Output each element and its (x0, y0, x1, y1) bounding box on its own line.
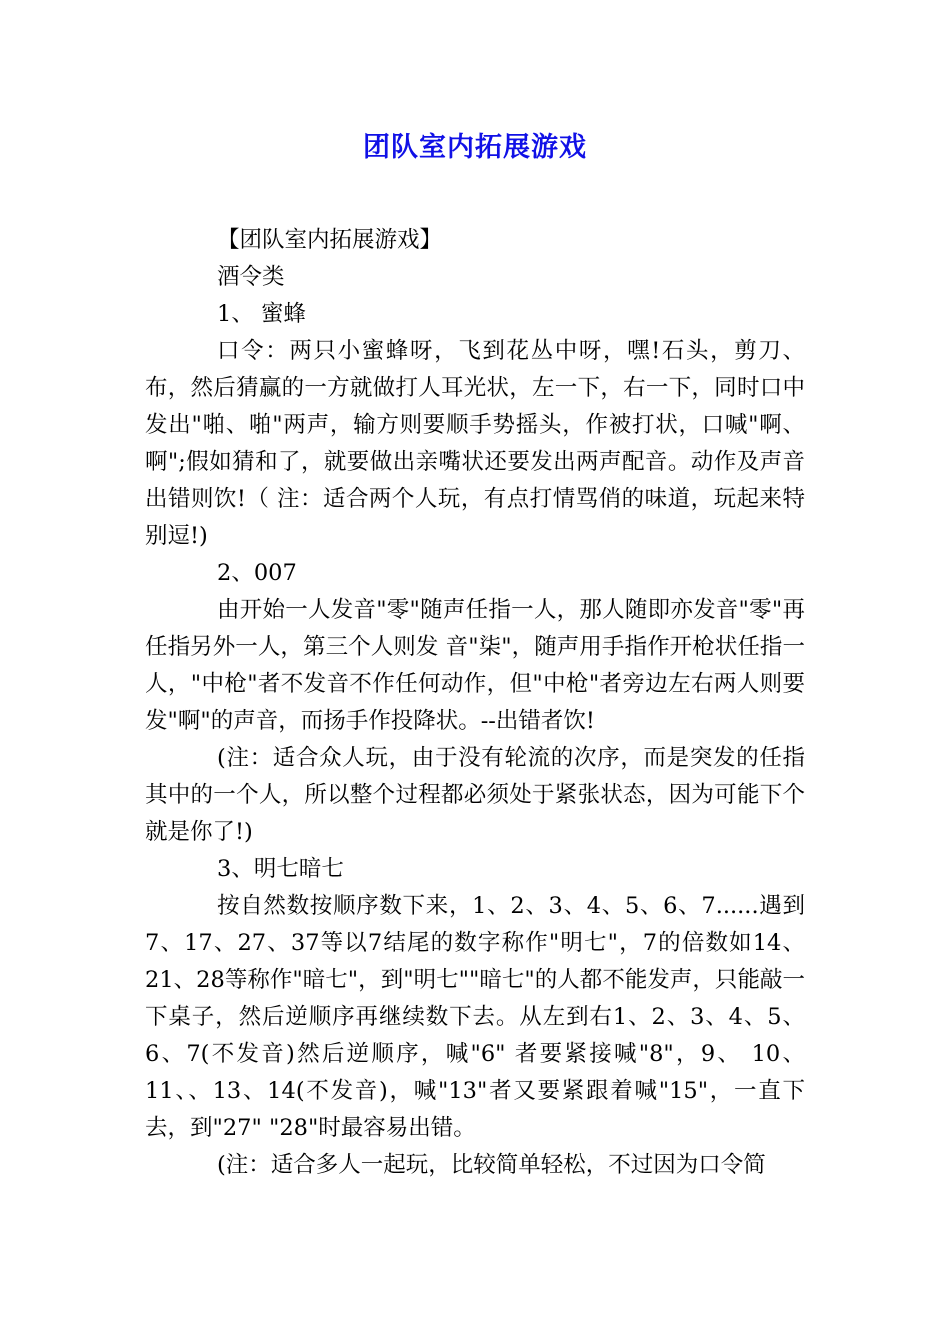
paragraph: 按自然数按顺序数下来，1、2、3、4、5、6、7......遇到7、17、27、37等以7结尾的数字称作"明七"，7的倍数如14、21、28等称作"暗七"，到"明七""暗七"的人都不能发声，只能敲一下桌子，然后逆顺序再继续数下去。从左到右1、2、3、4、5、6、7(不发音)然后逆顺序，喊"6" 者要紧接喊"8"，9、 10、11、、13、14(不发音)，喊"13"者又要紧跟着喊"15"，一直下去，到"27" "28"时最容易出错。 (145, 893, 805, 1141)
paragraph: 3、明七暗七 (217, 856, 344, 882)
paragraph: (注：适合众人玩，由于没有轮流的次序，而是突发的任指其中的一个人，所以整个过程都必须处于紧张状态，因为可能下个就是你了!) (145, 745, 805, 845)
paragraph: (注：适合多人一起玩，比较简单轻松，不过因为口令简 (217, 1152, 766, 1178)
paragraph: 2、007 (217, 560, 297, 586)
document-body (145, 222, 805, 1184)
paragraph: 酒令类 (217, 264, 285, 290)
paragraph: 【团队室内拓展游戏】 (217, 227, 443, 253)
paragraph: 由开始一人发音"零"随声任指一人，那人随即亦发音"零"再任指另外一人，第三个人则发 音"柒"，随声用手指作开枪状任指一人，"中枪"者不发音不作任何动作，但"中枪"者旁边左右两人则要发"啊"的声音，而扬手作投降状。--出错者饮! (145, 597, 805, 734)
paragraph: 口令：两只小蜜蜂呀，飞到花丛中呀，嘿!石头，剪刀、布，然后猜赢的一方就做打人耳光状，左一下，右一下，同时口中发出"啪、啪"两声，输方则要顺手势摇头，作被打状，口喊"啊、啊";假如猜和了，就要做出亲嘴状还要发出两声配音。动作及声音出错则饮!（ 注：适合两个人玩，有点打情骂俏的味道，玩起来特别逗!) (145, 338, 805, 549)
document-title: 团队室内拓展游戏 (363, 132, 587, 163)
paragraph: 1、 蜜蜂 (217, 301, 306, 327)
